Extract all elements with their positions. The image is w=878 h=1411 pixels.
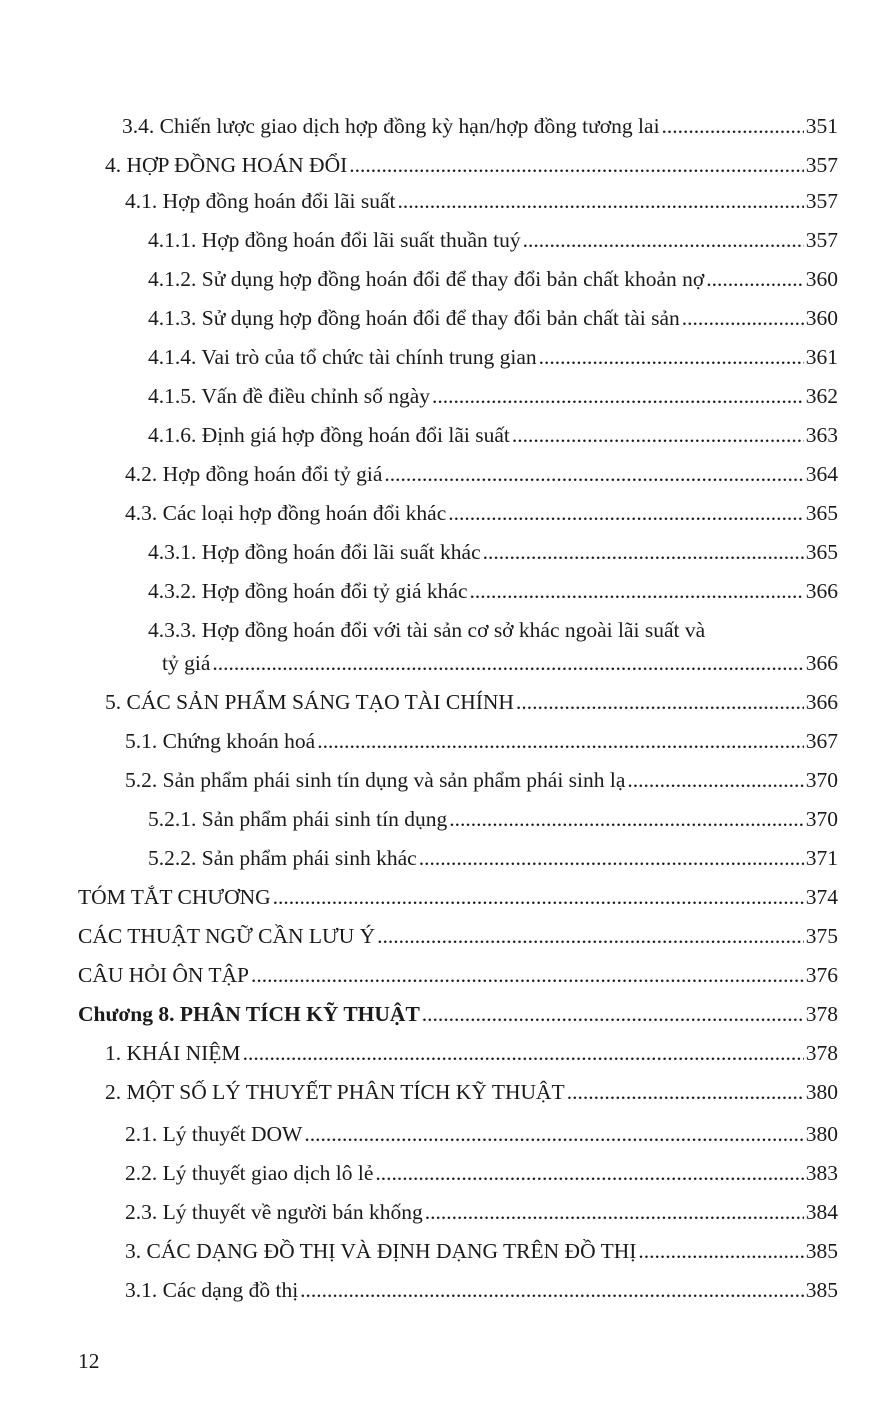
toc-entry[interactable]: [148, 381, 838, 411]
toc-entry[interactable]: [125, 498, 838, 528]
toc-entry-page: 360: [805, 306, 838, 330]
toc-entry-label: 3.1. Các dạng đồ thị: [125, 1278, 299, 1302]
toc-entry-label: 5.2.2. Sản phẩm phái sinh khác: [148, 846, 417, 870]
toc-entry-label: 2.1. Lý thuyết DOW: [125, 1122, 303, 1146]
dot-leader: [300, 1275, 804, 1305]
toc-entry-label: 4.2. Hợp đồng hoán đổi tỷ giá: [125, 462, 383, 486]
toc-entry-label: CÁC THUẬT NGỮ CẦN LƯU Ý: [78, 924, 376, 948]
toc-entry[interactable]: [148, 576, 838, 606]
toc-entry[interactable]: [125, 1158, 838, 1188]
dot-leader: [317, 726, 804, 756]
toc-entry-page: 380: [805, 1122, 838, 1146]
toc-entry-page: 370: [805, 768, 838, 792]
toc-entry-page: 366: [805, 651, 838, 675]
toc-entry[interactable]: [125, 726, 838, 756]
toc-entry[interactable]: [148, 303, 838, 333]
dot-leader: [567, 1077, 804, 1107]
toc-entry[interactable]: [148, 420, 838, 450]
toc-entry-label: 4.3.1. Hợp đồng hoán đổi lãi suất khác: [148, 540, 481, 564]
toc-chapter-entry[interactable]: [78, 999, 838, 1029]
toc-entry-page: 351: [805, 114, 838, 138]
toc-entry-label: 1. KHÁI NIỆM: [105, 1041, 241, 1065]
dot-leader: [422, 999, 804, 1029]
dot-leader: [304, 1119, 803, 1149]
toc-entry-multiline-tail[interactable]: [162, 648, 838, 678]
toc-entry-page: 378: [805, 1041, 838, 1065]
toc-entry-label: 5. CÁC SẢN PHẨM SÁNG TẠO TÀI CHÍNH: [105, 690, 514, 714]
toc-entry-page: 370: [805, 807, 838, 831]
dot-leader: [638, 1236, 803, 1266]
toc-entry-page: 365: [805, 501, 838, 525]
toc-entry-label: TÓM TẮT CHƯƠNG: [78, 885, 271, 909]
dot-leader: [425, 1197, 804, 1227]
toc-entry-page: 366: [805, 579, 838, 603]
dot-leader: [377, 921, 804, 951]
toc-entry[interactable]: [125, 459, 838, 489]
toc-entry-label: 4. HỢP ĐỒNG HOÁN ĐỔI: [105, 153, 348, 177]
dot-leader: [662, 111, 804, 141]
toc-entry[interactable]: [148, 804, 838, 834]
dot-leader: [627, 765, 803, 795]
dot-leader: [432, 381, 804, 411]
toc-entry-label: tỷ giá: [162, 651, 211, 675]
toc-entry-label: 4.3. Các loại hợp đồng hoán đổi khác: [125, 501, 447, 525]
dot-leader: [483, 537, 804, 567]
toc-entry-label: 4.1.3. Sử dụng hợp đồng hoán đổi để thay đổi bản chất tài sản: [148, 306, 680, 330]
dot-leader: [384, 459, 803, 489]
toc-entry[interactable]: [78, 960, 838, 990]
toc-entry-page: 375: [805, 924, 838, 948]
toc-entry-label: 2. MỘT SỐ LÝ THUYẾT PHÂN TÍCH KỸ THUẬT: [105, 1080, 565, 1104]
toc-entry-page: 384: [805, 1200, 838, 1224]
toc-entry-label: 4.1.5. Vấn đề điều chỉnh số ngày: [148, 384, 431, 408]
toc-entry-page: 367: [805, 729, 838, 753]
toc-entry-multiline[interactable]: [148, 615, 838, 645]
dot-leader: [539, 342, 804, 372]
dot-leader: [682, 303, 804, 333]
dot-leader: [516, 687, 804, 717]
dot-leader: [419, 843, 804, 873]
toc-entry-label: 3.4. Chiến lược giao dịch hợp đồng kỳ hạn/hợp đồng tương lai: [122, 114, 660, 138]
dot-leader: [512, 420, 804, 450]
toc-entry[interactable]: [105, 1038, 838, 1068]
toc-entry[interactable]: [148, 225, 838, 255]
page-number: 12: [78, 1349, 100, 1373]
toc-entry-page: 357: [805, 189, 838, 213]
toc-entry-page: 357: [805, 228, 838, 252]
toc-entry[interactable]: [125, 1236, 838, 1266]
toc-entry-label: 4.1.4. Vai trò của tổ chức tài chính trung gian: [148, 345, 537, 369]
toc-entry-page: 371: [805, 846, 838, 870]
toc-entry[interactable]: [125, 765, 838, 795]
toc-entry-page: 361: [805, 345, 838, 369]
toc-entry[interactable]: [78, 921, 838, 951]
toc-entry-label: 4.1.1. Hợp đồng hoán đổi lãi suất thuần tuý: [148, 228, 521, 252]
toc-entry-label: 5.1. Chứng khoán hoá: [125, 729, 316, 753]
toc-entry[interactable]: [105, 687, 838, 717]
toc-chapter-label: Chương 8. PHÂN TÍCH KỸ THUẬT: [78, 1002, 420, 1026]
toc-entry-label: 3. CÁC DẠNG ĐỒ THỊ VÀ ĐỊNH DẠNG TRÊN ĐỒ THỊ: [125, 1239, 637, 1263]
toc-entry[interactable]: [148, 843, 838, 873]
dot-leader: [523, 225, 804, 255]
toc-entry-page: 374: [805, 885, 838, 909]
toc-entry-page: 383: [805, 1161, 838, 1185]
toc-entry-page: 365: [805, 540, 838, 564]
toc-entry[interactable]: [125, 1275, 838, 1305]
toc-entry[interactable]: [148, 264, 838, 294]
toc-entry-page: 385: [805, 1239, 838, 1263]
toc-entry-label: 2.2. Lý thuyết giao dịch lô lẻ: [125, 1161, 374, 1185]
toc-entry[interactable]: [125, 1197, 838, 1227]
toc-entry-page: 380: [805, 1080, 838, 1104]
toc-entry-page: 360: [805, 267, 838, 291]
dot-leader: [448, 498, 803, 528]
toc-entry-label: CÂU HỎI ÔN TẬP: [78, 963, 250, 987]
toc-entry-label: 4.1.6. Định giá hợp đồng hoán đổi lãi suất: [148, 423, 510, 447]
dot-leader: [449, 804, 804, 834]
dot-leader: [349, 150, 803, 180]
toc-entry-page: 385: [805, 1278, 838, 1302]
toc-entry-page: 363: [805, 423, 838, 447]
toc-entry-label: 5.2. Sản phẩm phái sinh tín dụng và sản phẩm phái sinh lạ: [125, 768, 626, 792]
toc-entry-label-line1: 4.3.3. Hợp đồng hoán đổi với tài sản cơ sở khác ngoài lãi suất và: [148, 618, 706, 642]
toc-entry-label: 4.1. Hợp đồng hoán đổi lãi suất: [125, 189, 396, 213]
dot-leader: [375, 1158, 803, 1188]
toc-entry-page: 357: [805, 153, 838, 177]
dot-leader: [251, 960, 804, 990]
toc-entry[interactable]: [105, 1077, 838, 1107]
toc-entry[interactable]: [125, 1119, 838, 1149]
toc-entry-page: 366: [805, 690, 838, 714]
toc-entry-label: 4.3.2. Hợp đồng hoán đổi tỷ giá khác: [148, 579, 468, 603]
dot-leader: [273, 882, 804, 912]
dot-leader: [398, 186, 804, 216]
dot-leader: [706, 264, 803, 294]
dot-leader: [243, 1038, 804, 1068]
toc-entry-label: 4.1.2. Sử dụng hợp đồng hoán đổi để thay đổi bản chất khoản nợ: [148, 267, 705, 291]
toc-entry-page: 376: [805, 963, 838, 987]
toc-entry[interactable]: [78, 882, 838, 912]
dot-leader: [212, 648, 803, 678]
toc-entry-page: 378: [805, 1002, 838, 1026]
toc-entry[interactable]: [125, 186, 838, 216]
toc-entry-page: 362: [805, 384, 838, 408]
toc-entry[interactable]: [122, 111, 838, 141]
toc-entry-label: 5.2.1. Sản phẩm phái sinh tín dụng: [148, 807, 448, 831]
toc-entry[interactable]: [148, 537, 838, 567]
toc-entry[interactable]: [105, 150, 838, 180]
toc-entry-label: 2.3. Lý thuyết về người bán khống: [125, 1200, 423, 1224]
toc-entry-page: 364: [805, 462, 838, 486]
toc-entry[interactable]: [148, 342, 838, 372]
dot-leader: [470, 576, 804, 606]
